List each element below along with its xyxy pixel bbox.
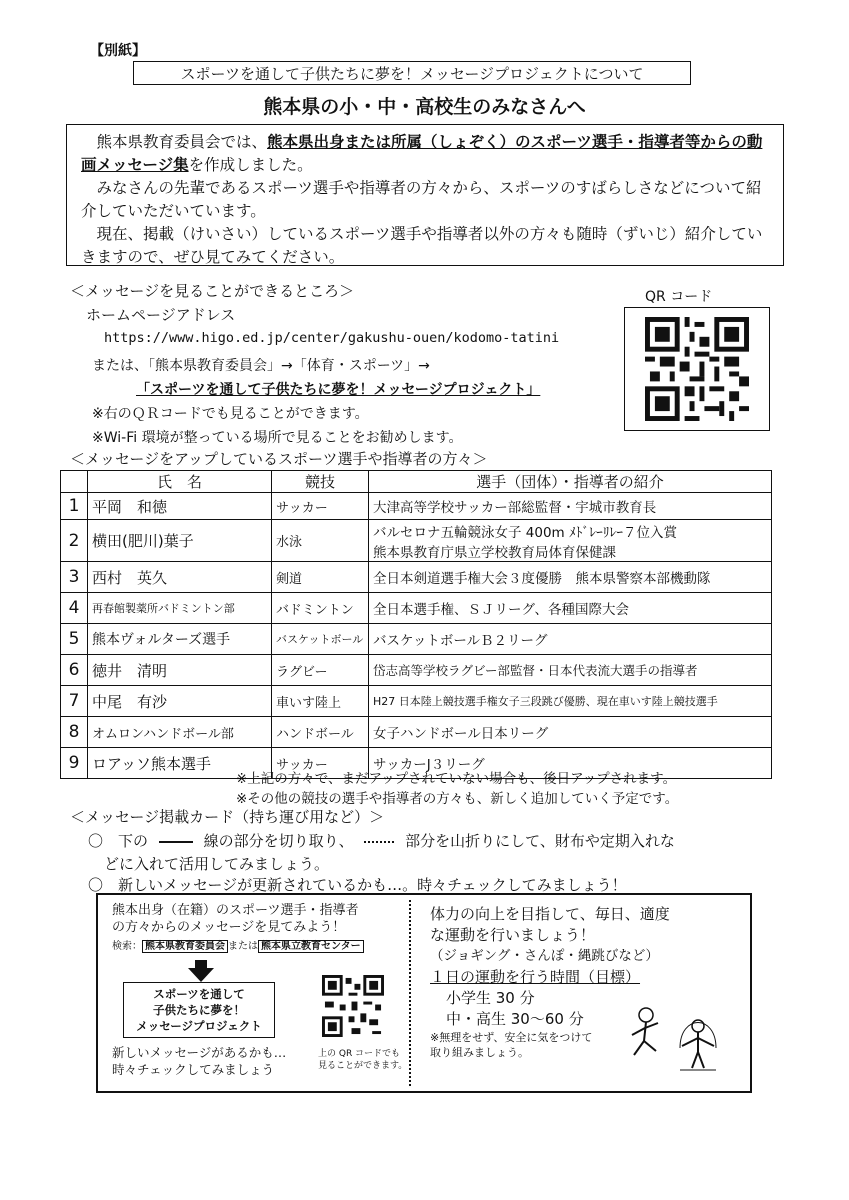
card-left-panel xyxy=(112,902,402,955)
row-name: 徳井 清明 xyxy=(88,655,272,686)
row-sport: サッカー xyxy=(272,748,369,779)
table-row xyxy=(61,624,772,655)
table-row xyxy=(61,686,772,717)
subtitle-box: スポーツを通して子供たちに夢を！メッセージプロジェクトについて xyxy=(133,61,691,85)
dotted-line-sample xyxy=(364,841,394,843)
card-text: 上の QR コードでも xyxy=(318,1049,401,1059)
row-desc: 女子ハンドボール日本リーグ xyxy=(369,717,772,748)
people-table xyxy=(60,470,772,779)
card-text: 時々チェックしてみましょう xyxy=(112,1062,275,1077)
row-desc-line: バルセロナ五輪競泳女子 400m ﾒﾄﾞﾚｰﾘﾚｰ７位入賞 xyxy=(373,524,677,541)
row-number: 6 xyxy=(61,655,88,686)
fold-line xyxy=(409,900,411,1086)
row-name: 再春館製薬所バドミントン部 xyxy=(88,593,272,624)
table-header-row xyxy=(61,471,772,493)
people-note-1: ※上記の方々で、まだアップされていない場合も、後日アップされます。 xyxy=(236,771,677,787)
table-row xyxy=(61,717,772,748)
project-name-line: メッセージプロジェクト xyxy=(136,1019,262,1033)
row-sport: 水泳 xyxy=(272,520,369,562)
column-header-desc: 選手（団体）・指導者の紹介 xyxy=(369,471,772,493)
row-desc: 全日本剣道選手権大会３度優勝 熊本県警察本部機動隊 xyxy=(369,562,772,593)
row-number: 5 xyxy=(61,624,88,655)
row-number: 9 xyxy=(61,748,88,779)
intro-paragraph-1 xyxy=(81,131,771,177)
search-term: 熊本県立教育センター xyxy=(258,940,364,953)
card-text: 熊本出身（在籍）のスポーツ選手・指導者 xyxy=(112,903,359,918)
row-number: 1 xyxy=(61,493,88,520)
card-text: な運動を行いましょう！ xyxy=(430,926,596,944)
row-desc: 全日本選手権、ＳＪリーグ、各種国際大会 xyxy=(369,593,772,624)
card-heading: ＜メッセージ掲載カード（持ち運び用など）＞ xyxy=(70,808,385,826)
bullet-text: 部分を山折りにして、財布や定期入れな xyxy=(405,832,675,850)
down-arrow-icon xyxy=(188,960,214,982)
project-link[interactable]: 「スポーツを通して子供たちに夢を！メッセージプロジェクト」 xyxy=(136,382,541,398)
row-number: 8 xyxy=(61,717,88,748)
search-term: 熊本県教育委員会 xyxy=(142,940,228,953)
qr-note: ※右のＱＲコードでも見ることができます。 xyxy=(92,406,369,422)
intro-paragraph-3: 現在、掲載（けいさい）しているスポーツ選手や指導者以外の方々も随時（ずいじ）紹介していきますので、ぜひ見てみてください。 xyxy=(81,225,763,266)
card-text: 体力の向上を目指して、毎日、適度 xyxy=(430,905,670,923)
search-label: 検索： xyxy=(112,941,142,952)
attachment-tag: 【別紙】 xyxy=(90,43,146,59)
project-name-line: スポーツを通して xyxy=(153,987,245,1001)
row-sport: ラグビー xyxy=(272,655,369,686)
table-row xyxy=(61,655,772,686)
qr-code-icon[interactable] xyxy=(642,317,752,421)
row-sport: バスケットボール xyxy=(272,624,369,655)
table-row xyxy=(61,593,772,624)
card-text: 新しいメッセージがあるかも… xyxy=(112,1045,287,1060)
card-text: 見ることができます。 xyxy=(318,1061,408,1071)
qr-code-frame xyxy=(624,307,770,431)
intro-box xyxy=(66,124,784,266)
row-desc-line: 熊本県教育庁県立学校教育局体育保健課 xyxy=(373,544,616,561)
check-text xyxy=(112,1044,286,1078)
row-name: 平岡 和徳 xyxy=(88,493,272,520)
search-hint xyxy=(112,938,402,955)
project-name-line: 子供たちに夢を！ xyxy=(153,1003,245,1017)
card-text: （ジョギング・さんぽ・縄跳びなど） xyxy=(430,948,659,964)
row-desc: バスケットボールＢ２リーグ xyxy=(369,624,772,655)
homepage-label: ホームページアドレス xyxy=(86,306,236,324)
row-number: 2 xyxy=(61,520,88,562)
table-row xyxy=(61,562,772,593)
card-text: ※無理をせず、安全に気をつけて xyxy=(430,1031,593,1044)
row-number: 7 xyxy=(61,686,88,717)
row-desc: 岱志高等学校ラグビー部監督・日本代表流大選手の指導者 xyxy=(369,655,772,686)
row-name: ロアッソ熊本選手 xyxy=(88,748,272,779)
table-row xyxy=(61,520,772,562)
people-heading: ＜メッセージをアップしているスポーツ選手や指導者の方々＞ xyxy=(70,450,488,468)
row-sport: サッカー xyxy=(272,493,369,520)
row-sport: ハンドボール xyxy=(272,717,369,748)
people-note-2: ※その他の競技の選手や指導者の方々も、新しく追加していく予定です。 xyxy=(236,791,679,807)
homepage-url-link[interactable]: https://www.higo.ed.jp/center/gakushu-ouen/kodomo-tatini xyxy=(104,330,560,346)
search-or: または xyxy=(228,941,258,952)
card-text: の方々からのメッセージを見てみよう！ xyxy=(112,920,346,935)
project-name-box xyxy=(123,982,275,1038)
row-name: 熊本ヴォルターズ選手 xyxy=(88,624,272,655)
card-text: １日の運動を行う時間（目標） xyxy=(430,968,641,986)
row-desc: 大津高等学校サッカー部総監督・宇城市教育長 xyxy=(369,493,772,520)
row-sport: 剣道 xyxy=(272,562,369,593)
runner-icon xyxy=(622,1005,670,1065)
row-sport: 車いす陸上 xyxy=(272,686,369,717)
intro-text: 熊本県教育委員会では、 xyxy=(96,133,268,151)
column-header-no xyxy=(61,471,88,493)
card-text: 取り組みましょう。 xyxy=(430,1046,529,1059)
where-heading: ＜メッセージを見ることができるところ＞ xyxy=(70,282,355,300)
intro-text: を作成しました。 xyxy=(188,156,313,174)
column-header-name: 氏 名 xyxy=(88,471,272,493)
card-instruction-1-cont: どに入れて活用してみましょう。 xyxy=(104,855,330,873)
intro-emphasis: 熊本県出身または所属（しょぞく）のスポーツ選手・指導者等からの動画メッセージ集 xyxy=(81,133,763,174)
wifi-note: ※Wi-Fi 環境が整っている場所で見ることをお勧めします。 xyxy=(92,430,463,446)
row-name: 西村 英久 xyxy=(88,562,272,593)
navigation-path: または、「熊本県教育委員会」→「体育・スポーツ」→ xyxy=(92,358,430,374)
row-name: 中尾 有沙 xyxy=(88,686,272,717)
card-qr-code-icon[interactable] xyxy=(322,975,384,1037)
row-name: 横田(肥川)葉子 xyxy=(88,520,272,562)
exercise-mid-high: 中・高生 30～60 分 xyxy=(446,1010,584,1028)
row-desc: H27 日本陸上競技選手権女子三段跳び優勝、現在車いす陸上競技選手 xyxy=(369,686,772,717)
row-number: 3 xyxy=(61,562,88,593)
row-sport: バドミントン xyxy=(272,593,369,624)
row-name: オムロンハンドボール部 xyxy=(88,717,272,748)
exercise-elementary: 小学生 30 分 xyxy=(446,989,535,1007)
jump-rope-icon xyxy=(676,1012,720,1074)
bullet-text: 〇 下の xyxy=(88,832,149,850)
row-desc: サッカーJ３リーグ xyxy=(369,748,772,779)
solid-line-sample xyxy=(159,841,193,843)
row-desc xyxy=(369,520,772,562)
row-number: 4 xyxy=(61,593,88,624)
column-header-sport: 競技 xyxy=(272,471,369,493)
qr-label: QR コード xyxy=(645,289,713,305)
card-instruction-1 xyxy=(88,830,778,851)
table-row xyxy=(61,493,772,520)
card-qr-note xyxy=(318,1048,407,1072)
card-instruction-2: 〇 新しいメッセージが更新されているかも…。時々チェックしてみましょう！ xyxy=(88,876,627,894)
bullet-text: 線の部分を切り取り、 xyxy=(203,832,354,850)
page-title: 熊本県の小・中・高校生のみなさんへ xyxy=(263,96,586,118)
intro-paragraph-2: みなさんの先輩であるスポーツ選手や指導者の方々から、スポーツのすばらしさなどについて紹介していただいています。 xyxy=(81,179,762,220)
